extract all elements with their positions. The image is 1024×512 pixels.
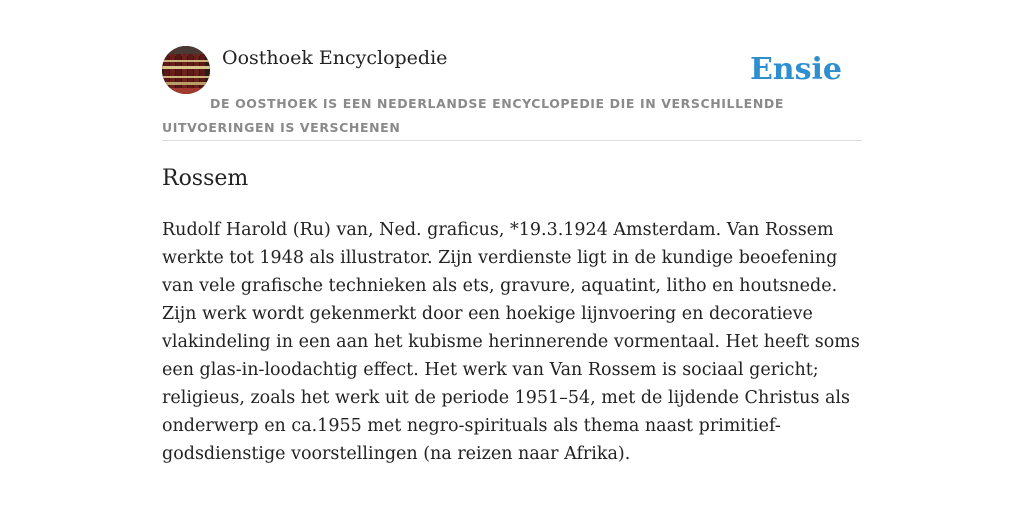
brand-logo[interactable]: Ensie: [749, 52, 842, 87]
entry-title: Rossem: [162, 166, 249, 191]
site-title[interactable]: Oosthoek Encyclopedie: [222, 47, 448, 69]
encyclopedia-books-icon[interactable]: [162, 46, 210, 94]
site-tagline: DE OOSTHOEK IS EEN NEDERLANDSE ENCYCLOPEDIE DIE IN VERSCHILLENDE UITVOERINGEN IS VERSCHENEN: [162, 96, 784, 135]
entry-body: Rudolf Harold (Ru) van, Ned. graficus, *19.3.1924 Amsterdam. Van Rossem werkte tot 1948 als illustrator. Zijn verdienste ligt in de kundige beoefening van vele grafische technieken als ets, gravure, aquatint, litho en houtsnede. Zijn werk wordt gekenmerkt door een hoekige lijnvoering en decoratieve vlakindeling in een aan het kubisme herinnerende vormentaal. Het heeft soms een glas-in-loodachtig effect. Het werk van Van Rossem is sociaal gericht; religieus, zoals het werk uit de periode 1951–54, met de lijdende Christus als onderwerp en ca.1955 met negro-spirituals als thema naast primitief-godsdienstige voorstellingen (na reizen naar Afrika).: [162, 220, 860, 464]
site-header: [162, 46, 862, 141]
